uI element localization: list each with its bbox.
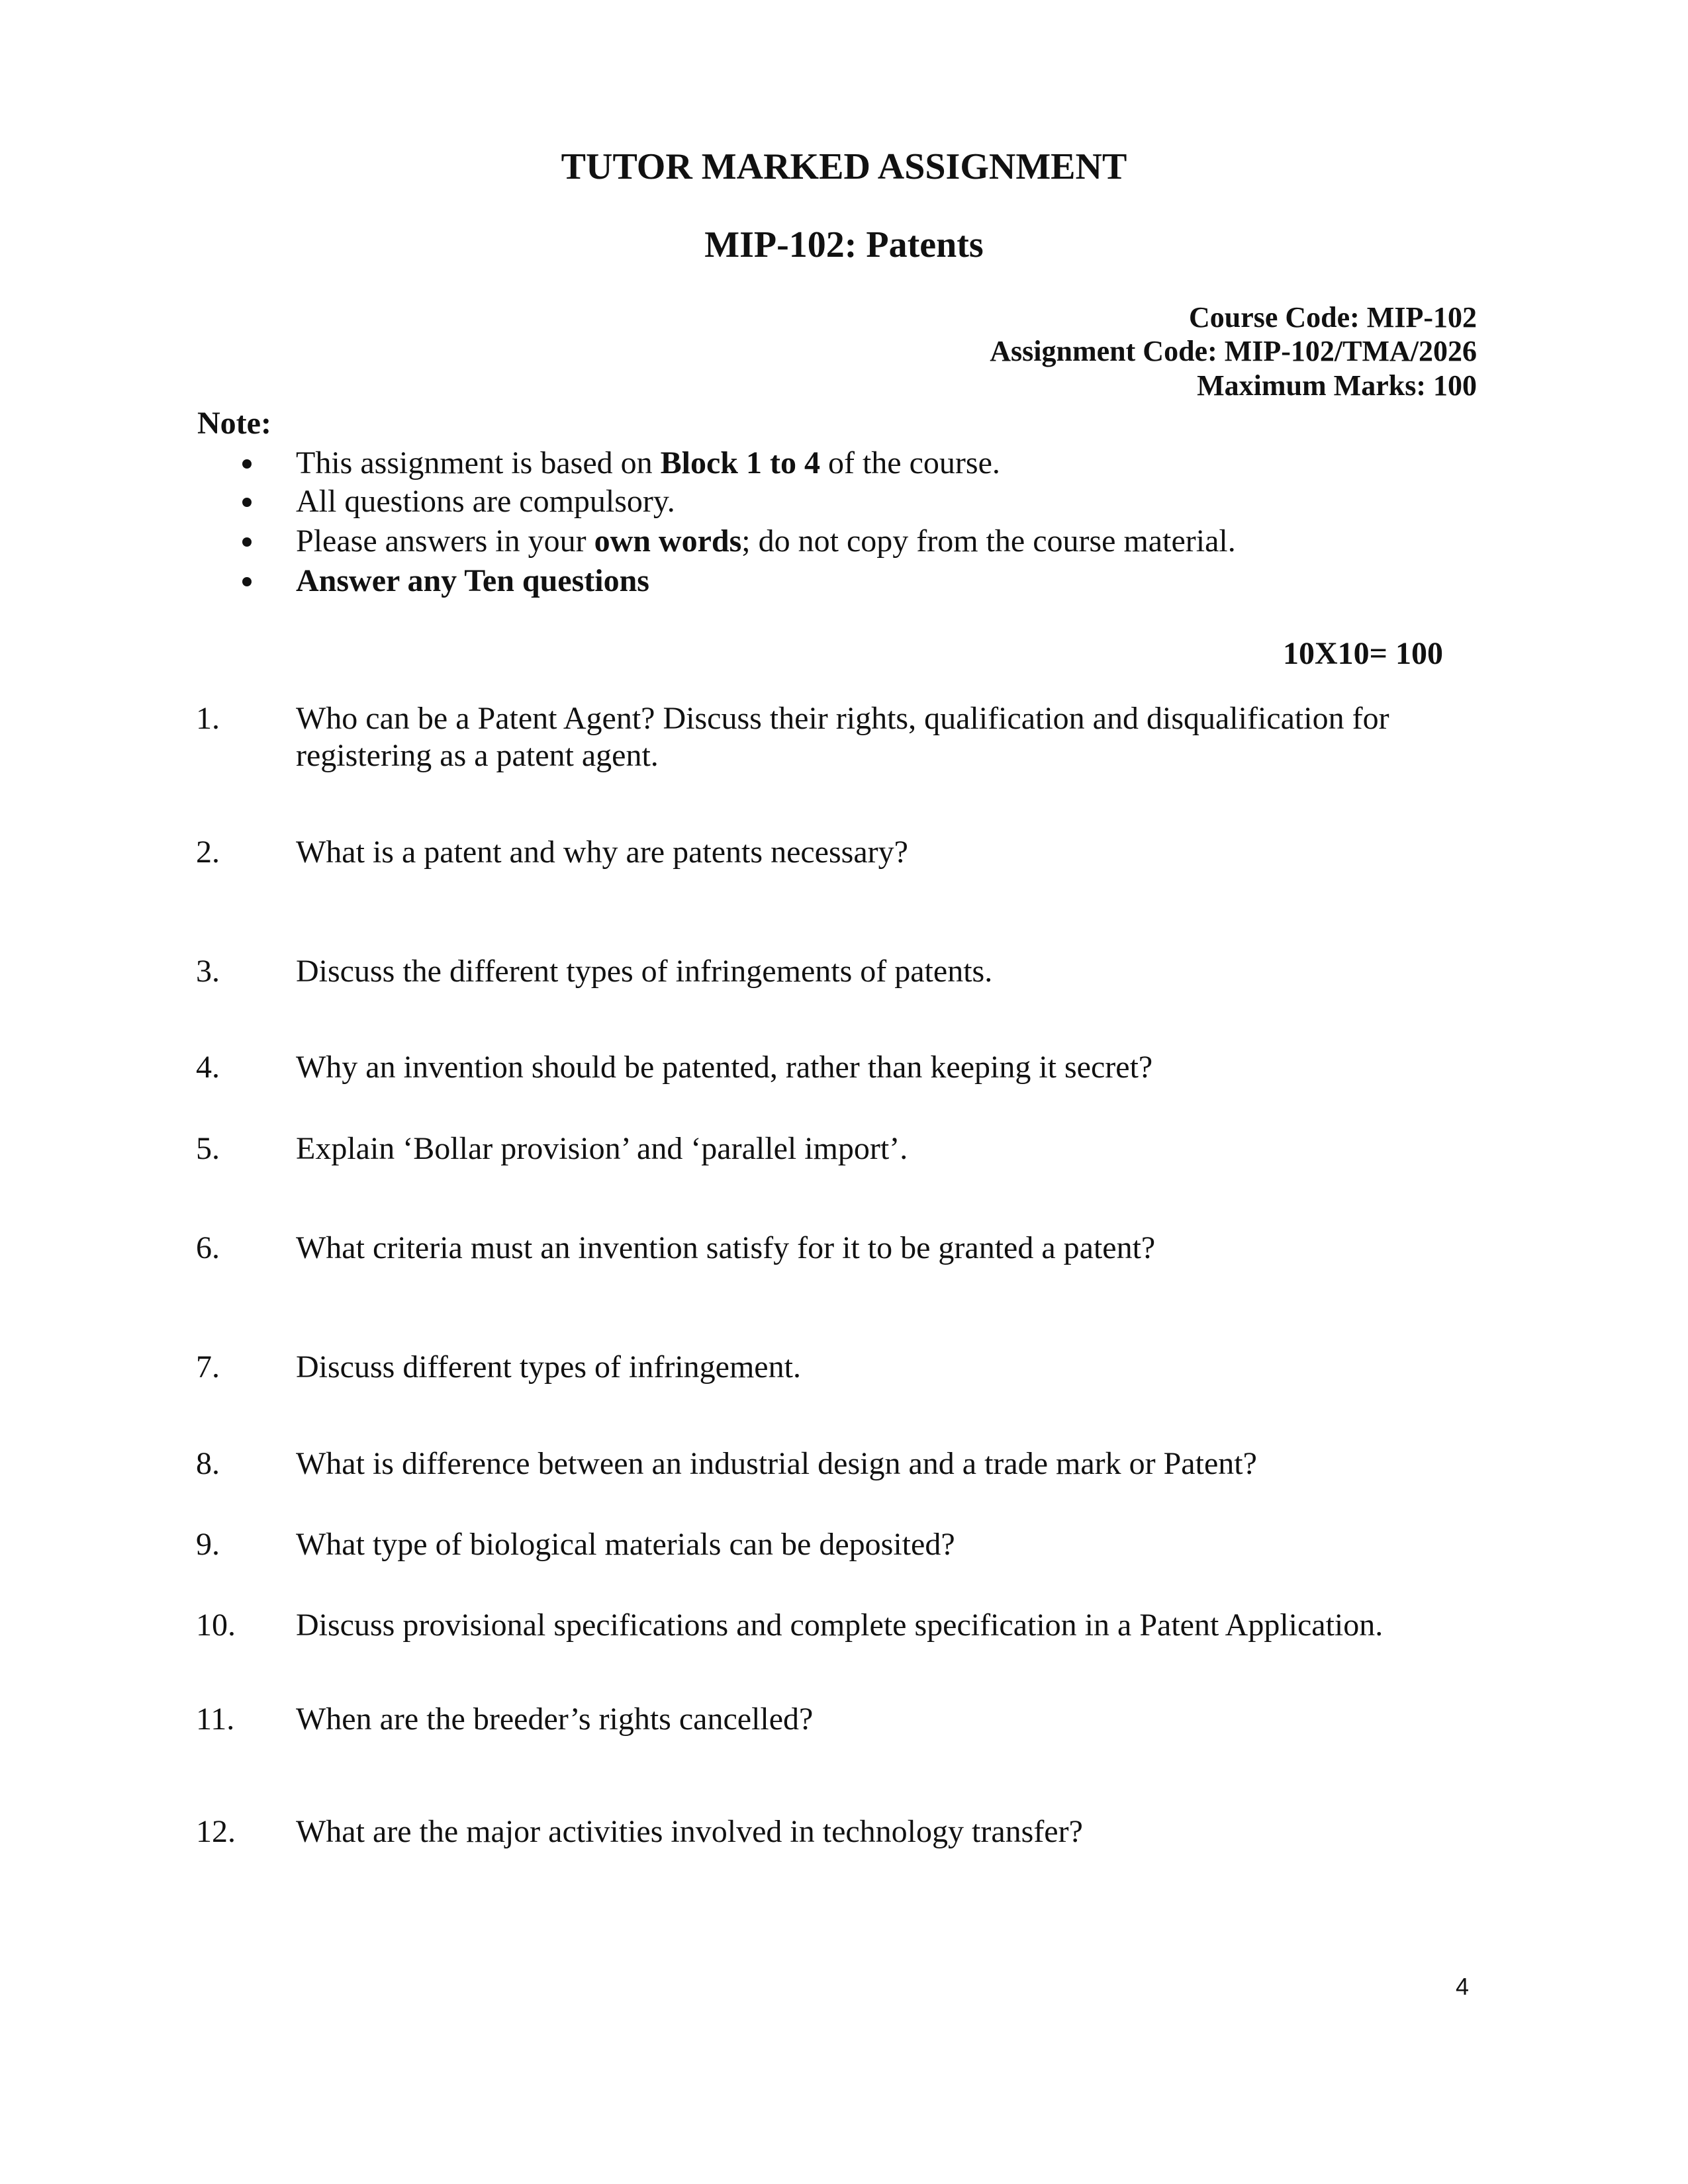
bullet-icon (242, 459, 252, 469)
question-number: 3. (196, 954, 220, 989)
bullet-icon (242, 498, 252, 507)
question-text: What criteria must an invention satisfy for it to be granted a patent? (296, 1230, 1156, 1265)
question-number: 6. (196, 1230, 220, 1265)
note-text: Please answers in your (296, 523, 594, 559)
question-number: 12. (196, 1814, 236, 1849)
question-number: 7. (196, 1349, 220, 1385)
marks-scheme: 10X10= 100 (1282, 636, 1443, 671)
question-number: 9. (196, 1527, 220, 1562)
question-text: When are the breeder’s rights cancelled? (296, 1702, 814, 1737)
question-text: What type of biological materials can be deposited? (296, 1527, 955, 1562)
question-text: Discuss provisional specifications and complete specification in a Patent Application. (296, 1608, 1383, 1643)
question-text: What is difference between an industrial design and a trade mark or Patent? (296, 1446, 1257, 1481)
bullet-icon (242, 537, 252, 547)
question-text: What is a patent and why are patents necessary? (296, 835, 908, 870)
question-number: 8. (196, 1446, 220, 1481)
note-bold-text: own words (594, 523, 742, 559)
bullet-icon (242, 577, 252, 586)
note-bold-text: Answer any Ten questions (296, 563, 649, 598)
note-text: ; do not copy from the course material. (741, 523, 1236, 559)
note-text: of the course. (820, 445, 1000, 480)
question-text: Discuss the different types of infringements of patents. (296, 954, 993, 989)
question-text: Why an invention should be patented, rather than keeping it secret? (296, 1050, 1153, 1085)
document-title: TUTOR MARKED ASSIGNMENT (561, 146, 1127, 187)
question-text: What are the major activities involved in technology transfer? (296, 1814, 1083, 1849)
question-number: 4. (196, 1050, 220, 1085)
question-number: 2. (196, 835, 220, 870)
question-number: 5. (196, 1131, 220, 1166)
assignment-code: Assignment Code: MIP-102/TMA/2026 (990, 335, 1477, 367)
course-title: MIP-102: Patents (704, 224, 984, 265)
question-text: Who can be a Patent Agent? Discuss their rights, qualification and disqualification for registering as a patent agent. (296, 701, 1389, 773)
question-number: 1. (196, 701, 220, 736)
note-text: This assignment is based on (296, 445, 661, 480)
page-number: 4 (1455, 1973, 1469, 2000)
note-bold-text: Block 1 to 4 (660, 445, 820, 480)
course-code: Course Code: MIP-102 (1188, 301, 1477, 334)
note-text: All questions are compulsory. (296, 484, 675, 519)
question-text: Discuss different types of infringement. (296, 1349, 801, 1385)
note-heading: Note: (197, 406, 271, 441)
question-text: Explain ‘Bollar provision’ and ‘parallel import’. (296, 1131, 908, 1166)
question-number: 11. (196, 1702, 235, 1737)
maximum-marks: Maximum Marks: 100 (1197, 369, 1477, 402)
question-number: 10. (196, 1608, 236, 1643)
